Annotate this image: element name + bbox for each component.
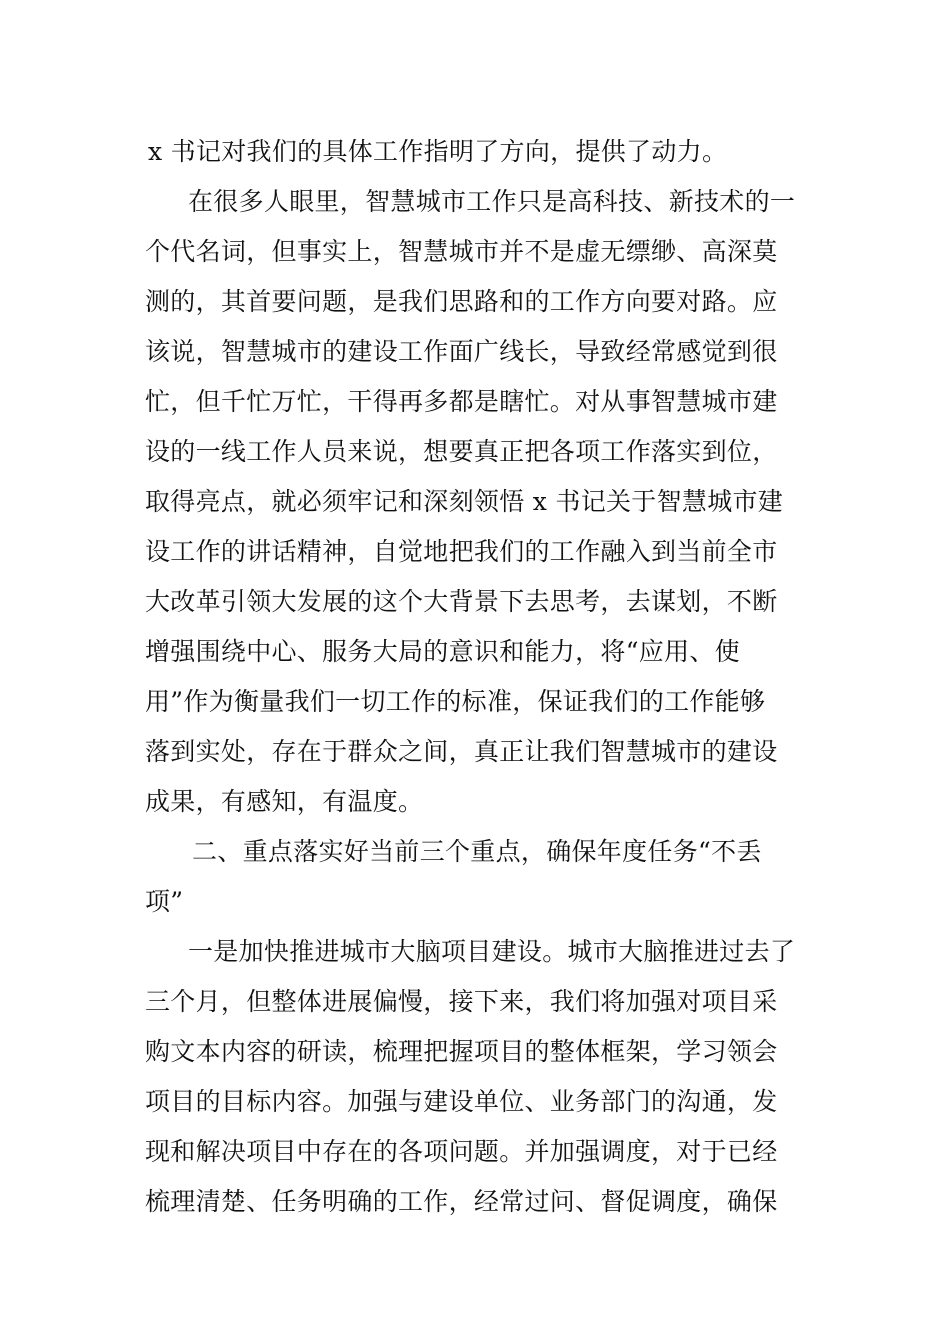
text-line: 成果，有感知，有温度。 [145, 787, 424, 816]
text-line: 增强围绕中心、服务大局的意识和能力，将“应用、使 [145, 637, 740, 666]
text-line: 个代名词，但事实上，智慧城市并不是虚无缥缈、高深莫 [145, 237, 778, 266]
text-line: 梳理清楚、任务明确的工作，经常过问、督促调度，确保 [145, 1187, 778, 1216]
text-line: 一是加快推进城市大脑项目建设。城市大脑推进过去了 [188, 937, 796, 966]
text-line: 忙，但千忙万忙，干得再多都是瞎忙。对从事智慧城市建 [145, 387, 778, 416]
text-line: x 书记对我们的具体工作指明了方向，提供了动力。 [148, 137, 728, 166]
text-line: 项目的目标内容。加强与建设单位、业务部门的沟通，发 [145, 1087, 778, 1116]
text-line: 用”作为衡量我们一切工作的标准，保证我们的工作能够 [145, 687, 766, 716]
text-line: 三个月，但整体进展偏慢，接下来，我们将加强对项目采 [145, 987, 778, 1016]
text-line: 设的一线工作人员来说，想要真正把各项工作落实到位， [145, 437, 778, 466]
text-line: 取得亮点，就必须牢记和深刻领悟 x 书记关于智慧城市建 [145, 487, 784, 516]
text-line: 现和解决项目中存在的各项问题。并加强调度，对于已经 [145, 1137, 778, 1166]
text-line: 大改革引领大发展的这个大背景下去思考，去谋划，不断 [145, 587, 778, 616]
text-line: 在很多人眼里，智慧城市工作只是高科技、新技术的一 [188, 187, 796, 216]
text-line: 该说，智慧城市的建设工作面广线长，导致经常感觉到很 [145, 337, 778, 366]
text-line: 落到实处，存在于群众之间，真正让我们智慧城市的建设 [145, 737, 778, 766]
section-heading: 二、重点落实好当前三个重点，确保年度任务“不丢 [192, 837, 762, 866]
text-line: 购文本内容的研读，梳理把握项目的整体框架，学习领会 [145, 1037, 778, 1066]
section-heading-continued: 项” [145, 887, 184, 916]
text-line: 设工作的讲话精神，自觉地把我们的工作融入到当前全市 [145, 537, 778, 566]
text-line: 测的，其首要问题，是我们思路和的工作方向要对路。应 [145, 287, 778, 316]
